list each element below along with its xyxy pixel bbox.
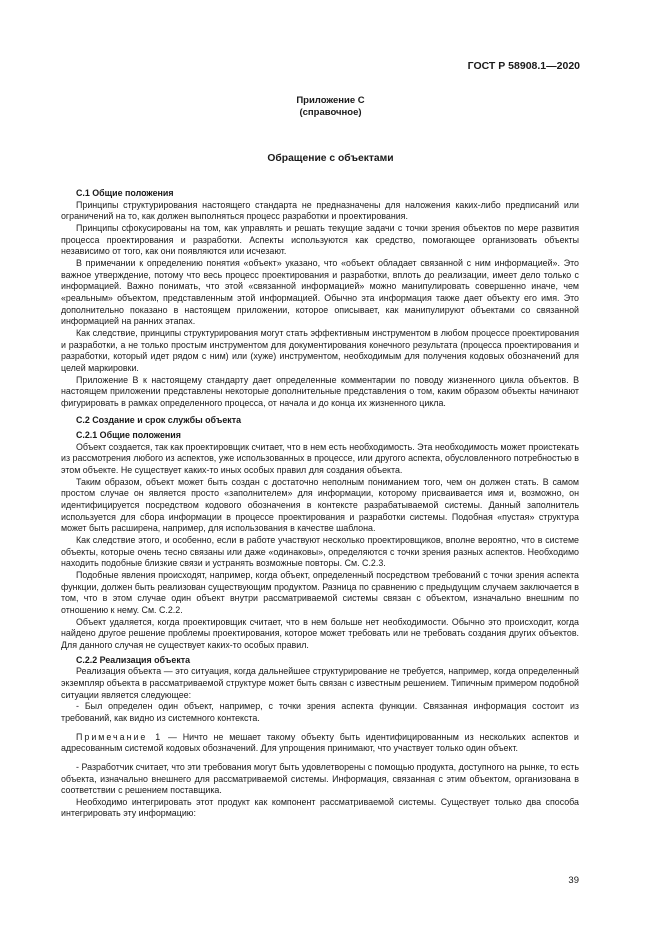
paragraph: Приложение В к настоящему стандарту дает определенные комментарии по поводу жизненного цикла объектов. В настоящем приложении представлены некоторые дополнительные представления о том, каким образом объекты начинают фигурировать в рамках определенного процесса, от начала и до конца их жизненного цикла. <box>61 374 579 408</box>
standard-number: ГОСТ Р 58908.1—2020 <box>467 60 580 72</box>
appendix-heading <box>0 95 661 119</box>
paragraph: Объект удаляется, когда проектировщик считает, что в нем больше нет необходимости. Обычно это происходит, когда найдено другое решение проблемы проектирования, которое может требовать или не требовать создания других объектов. Для данного случая не существует каких-то особых правил. <box>61 616 579 650</box>
subsection-heading: С.2.2 Реализация объекта <box>76 654 191 665</box>
paragraph: Подобные явления происходят, например, когда объект, определенный посредством требований с точки зрения аспекта функции, должен быть реализован существующим продуктом. Разница по сравнению с предыдущим случаем заключается в том, что в этом случае один объект внутри рассматриваемой системы связан с объектом, изначально внешним по отношению к нему. См. С.2.2. <box>61 570 579 615</box>
paragraph: - Разработчик считает, что эти требования могут быть удовлетворены с помощью продукта, доступного на рынке, то есть объекта, изначально внешнего для рассматриваемой системы. Информация, связанная с этим объектом, организована в соответствии с решением поставщика. <box>61 761 579 796</box>
section-heading: С.1 Общие положения <box>76 188 174 198</box>
paragraph: В примечании к определению понятия «объект» указано, что «объект обладает связанной с ним информацией». Это важное утверждение, потому что весь процесс проектирования и разработки, вплоть до реализации, имеет дело только с информацией. Важно понимать, что этой «связанной информацией» можно манипулировать совершенно иначе, чем «реальным» объектом, представленным этой информацией. Обычно эта информация также дает объекту его имя. Это дополнительно показано в настоящем приложении, которое описывает, как манипулируют объектами со связанной информацией на ранних этапах. <box>61 257 579 327</box>
note <box>61 732 579 755</box>
appendix-label: Приложение С <box>296 95 365 106</box>
document-body <box>61 185 579 820</box>
paragraph: Принципы сфокусированы на том, как управлять и решать текущие задачи с точки зрения объектов по мере развития процесса проектирования и разработки. Аспекты используются как средство, помогающее организовать объекты независимо от того, как они появляются или исчезают. <box>61 222 579 257</box>
paragraph: Необходимо интегрировать этот продукт как компонент рассматриваемой системы. Существует только два способа интегрировать эту информацию: <box>61 796 579 819</box>
paragraph: Таким образом, объект может быть создан с достаточно неполным пониманием того, чем он должен стать. В самом простом случае он является просто «заполнителем» для информации, которому присваивается имя и, возможно, он идентифицируется посредством кодового обозначения в контексте разрабатываемой системы. Данный заполнитель используется для сбора информации в процессе проектирования и разработки системы. Подобная «пустая» структура может быть расширена, например, для использования в качестве шаблона. <box>61 476 579 534</box>
page-number: 39 <box>568 875 579 886</box>
paragraph: - Был определен один объект, например, с точки зрения аспекта функции. Связанная информация состоит из требований, как видно из системного контекста. <box>61 701 579 723</box>
paragraph: Реализация объекта — это ситуация, когда дальнейшее структурирование не требуется, например, когда определенный экземпляр объекта в рассматриваемой структуре может быть связан с известным решением. Типичным примером подобной ситуации является следующее: <box>61 666 579 700</box>
subsection-heading: С.2.1 Общие положения <box>76 430 181 441</box>
section-heading: С.2 Создание и срок службы объекта <box>76 415 242 426</box>
paragraph: Как следствие, принципы структурирования могут стать эффективным инструментом в любом процессе проектирования и разработки, а не только простым инструментом для документирования конечного результата (процесса проектирования и разработки, который идет рядом с ним) или (хуже) инструментом, необходимым для получения кодовых обозначений для целей маркировки. <box>61 327 579 373</box>
paragraph: Как следствие этого, и особенно, если в работе участвуют несколько проектировщиков, вполне вероятно, что в системе объекты, которые очень тесно связаны или даже «одинаковы», определяются с точки зрения разных аспектов. Необходимо находить подобные близкие связи и устранять возможные повторы. См. С.2.3. <box>61 535 579 569</box>
paragraph: Объект создается, так как проектировщик считает, что в нем есть необходимость. Эта необходимость может проистекать из рассмотрения любого из аспектов, уже использованных в процессе, или другого аспекта, обусловленного потребностью в этом объекте. Не существует каких-то иных особых правил для создания объекта. <box>61 441 579 476</box>
note-text: — Ничто не мешает такому объекту быть идентифицированным из нескольких аспектов и адресованным системой кодовых обозначений. Для упрощения принимают, что участвует только один объект. <box>61 731 579 754</box>
paragraph: Принципы структурирования настоящего стандарта не предназначены для наложения каких-либо предписаний или ограничений на то, как должен выполняться процесс разработки и проектирования. <box>61 199 579 222</box>
appendix-type: (справочное) <box>299 107 362 118</box>
note-label: Примечание 1 <box>76 731 163 742</box>
page-title: Обращение с объектами <box>267 153 394 164</box>
